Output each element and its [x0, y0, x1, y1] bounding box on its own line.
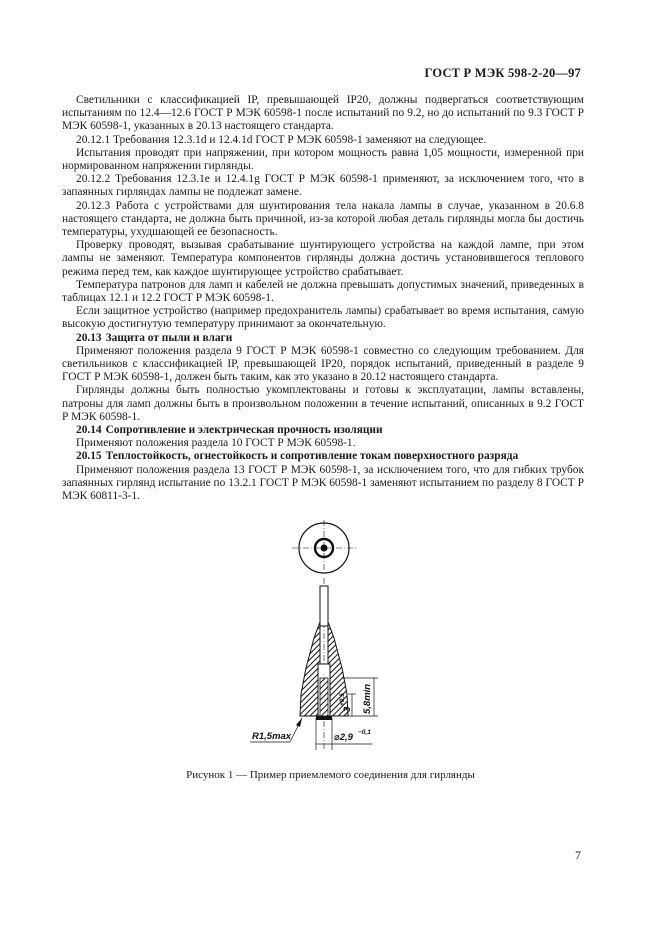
paragraph: Применяют положения раздела 9 ГОСТ Р МЭК 60598-1 совместно со следующим требованием. Для светильников с классификацией IP, превышающей IP20, порядок испытаний, приведенный в разделе 9 ГОСТ Р МЭК 60598-1, должен быть таким, как это указано в 20.12 настоящего стандарта. [62, 344, 584, 384]
radius-label: R1,5max [252, 731, 292, 742]
section-title: Теплостойкость, огнестойкость и сопротивление токам поверхностного разряда [105, 450, 519, 463]
section-title: Сопротивление и электрическая прочность изоляции [105, 424, 383, 437]
paragraph: Температура патронов для ламп и кабелей не должна превышать допустимых значений, приведенных в таблицах 12.1 и 12.2 ГОСТ Р МЭК 60598-1. [62, 278, 584, 305]
diameter-tolerance: −0,1 [358, 729, 371, 736]
paragraph: Испытания проводят при напряжении, при котором мощность равна 1,05 мощности, измеренной при нормированном напряжении гирлянды. [62, 146, 584, 173]
paragraph: Светильники с классификацией IP, превышающей IP20, должны подвергаться соответствующим испытаниям по 12.4—12.6 ГОСТ Р МЭК 60598-1 после испытаний по 9.2, но до испытаний по 9.3 ГОСТ Р МЭК 60598-1, указанных в 20.13 настоящего стандарта. [62, 94, 584, 133]
section-title: Защита от пыли и влаги [105, 331, 233, 344]
paragraph: 20.12.2 Требования 12.3.1e и 12.4.1g ГОСТ Р МЭК 60598-1 применяют, за исключением того, что в запаянных гирляндах лампы не подлежат замене. [62, 173, 584, 199]
section-heading [62, 424, 584, 437]
paragraph: Проверку проводят, вызывая срабатывание шунтирующего устройства на каждой лампе, при этом лампы не заменяют. Температура компонентов гирлянды должна достичь установившегося теплового режима перед тем, как каждое шунтирующее устройство срабатывает. [62, 239, 584, 278]
section-number: 20.15 [76, 450, 102, 463]
section-heading [62, 332, 584, 345]
paragraph: Гирлянды должны быть полностью укомплектованы и готовы к эксплуатации, лампы вставлены, патроны для ламп должны быть в произвольном положении в течение испытаний, описанных в 9.2 ГОСТ Р МЭК 60598-1. [62, 384, 584, 423]
length-label: 5,8min [362, 683, 373, 714]
figure-1-drawing [230, 518, 420, 758]
side-view [250, 578, 378, 750]
small-length-tolerance: +0,5 [339, 693, 346, 706]
paragraph: Применяют положения раздела 10 ГОСТ Р МЭК 60598-1. [76, 437, 356, 450]
diameter-label: ⌀2,9 [334, 732, 353, 743]
small-length-label: 3 [342, 706, 353, 712]
section-number: 20.13 [76, 331, 102, 344]
top-view [292, 520, 356, 573]
paragraph: Применяют положения раздела 13 ГОСТ Р МЭК 60598-1, за исключением того, что для гибких трубок запаянных гирлянд испытание по 13.2.1 ГОСТ Р МЭК 60598-1 заменяют испытанием по разделу 8 ГОСТ Р МЭК 60811-3-1. [62, 463, 584, 503]
paragraph: 20.12.1 Требования 12.3.1d и 12.4.1d ГОСТ Р МЭК 60598-1 заменяют на следующее. [76, 133, 487, 146]
connection-drawing [230, 518, 420, 758]
running-header: ГОСТ Р МЭК 598-2-20—97 [424, 66, 581, 80]
section-number: 20.14 [76, 424, 102, 437]
body-text [62, 94, 584, 503]
page-number: 7 [575, 848, 581, 862]
paragraph: 20.12.3 Работа с устройствами для шунтирования тела накала лампы в случае, указанном в 20.6.8 настоящего стандарта, не должна быть причиной, из-за которой любая деталь гирлянды могла бы достичь температуры, ухудшающей ее безопасность. [62, 199, 584, 239]
section-heading [62, 450, 584, 463]
paragraph: Если защитное устройство (например предохранитель лампы) срабатывает во время испытания, самую высокую достигнутую температуру принимают за окончательную. [62, 305, 584, 331]
figure-caption: Рисунок 1 — Пример приемлемого соединения для гирлянды [186, 769, 475, 781]
